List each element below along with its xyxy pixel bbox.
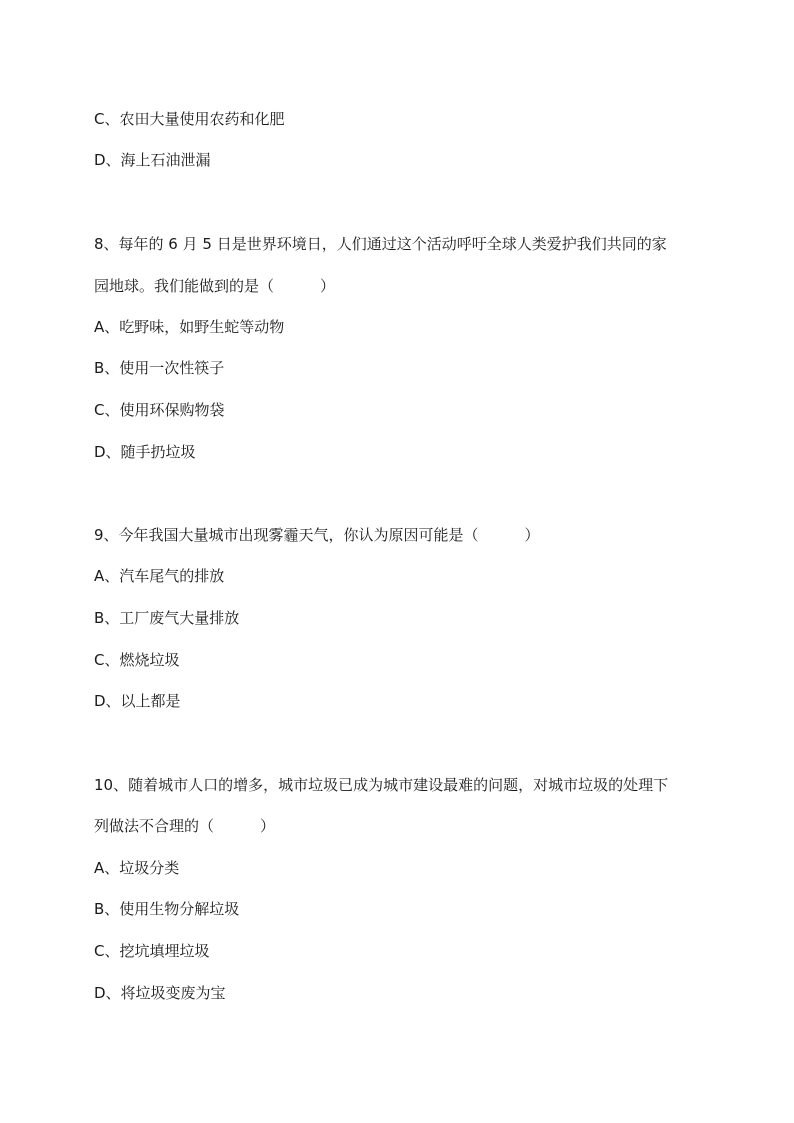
- q10-stem-prefix: 列做法不合理的（: [94, 817, 215, 835]
- q9-option-a: A、汽车尾气的排放: [94, 567, 225, 585]
- q9-stem: [94, 525, 540, 545]
- prev-question-option-c: C、农田大量使用农药和化肥: [94, 110, 285, 128]
- q8-option-a: A、吃野味，如野生蛇等动物: [94, 318, 285, 336]
- q10-stem-line2: [94, 816, 275, 836]
- q8-option-b: B、使用一次性筷子: [94, 359, 225, 377]
- q9-stem-prefix: 9、今年我国大量城市出现雾霾天气，你认为原因可能是（: [94, 526, 479, 544]
- q10-stem-close: ）: [260, 817, 276, 835]
- q8-option-c: C、使用环保购物袋: [94, 401, 225, 419]
- q8-stem-line2: [94, 276, 335, 296]
- q8-stem-close: ）: [320, 277, 336, 295]
- q9-option-b: B、工厂废气大量排放: [94, 609, 240, 627]
- q10-option-a: A、垃圾分类: [94, 859, 180, 877]
- q10-option-d: D、将垃圾变废为宝: [94, 984, 226, 1002]
- q8-stem-prefix: 园地球。我们能做到的是（: [94, 277, 275, 295]
- q9-stem-close: ）: [524, 526, 540, 544]
- q10-option-b: B、使用生物分解垃圾: [94, 900, 240, 918]
- prev-question-option-d: D、海上石油泄漏: [94, 151, 211, 169]
- q9-option-c: C、燃烧垃圾: [94, 651, 180, 669]
- q9-option-d: D、以上都是: [94, 692, 181, 710]
- q8-option-d: D、随手扔垃圾: [94, 443, 196, 461]
- q8-stem-line1: 8、每年的 6 月 5 日是世界环境日，人们通过这个活动呼吁全球人类爱护我们共同的家: [94, 235, 667, 253]
- q10-option-c: C、挖坑填埋垃圾: [94, 942, 210, 960]
- q10-stem-line1: 10、随着城市人口的增多，城市垃圾已成为城市建设最难的问题，对城市垃圾的处理下: [94, 776, 669, 794]
